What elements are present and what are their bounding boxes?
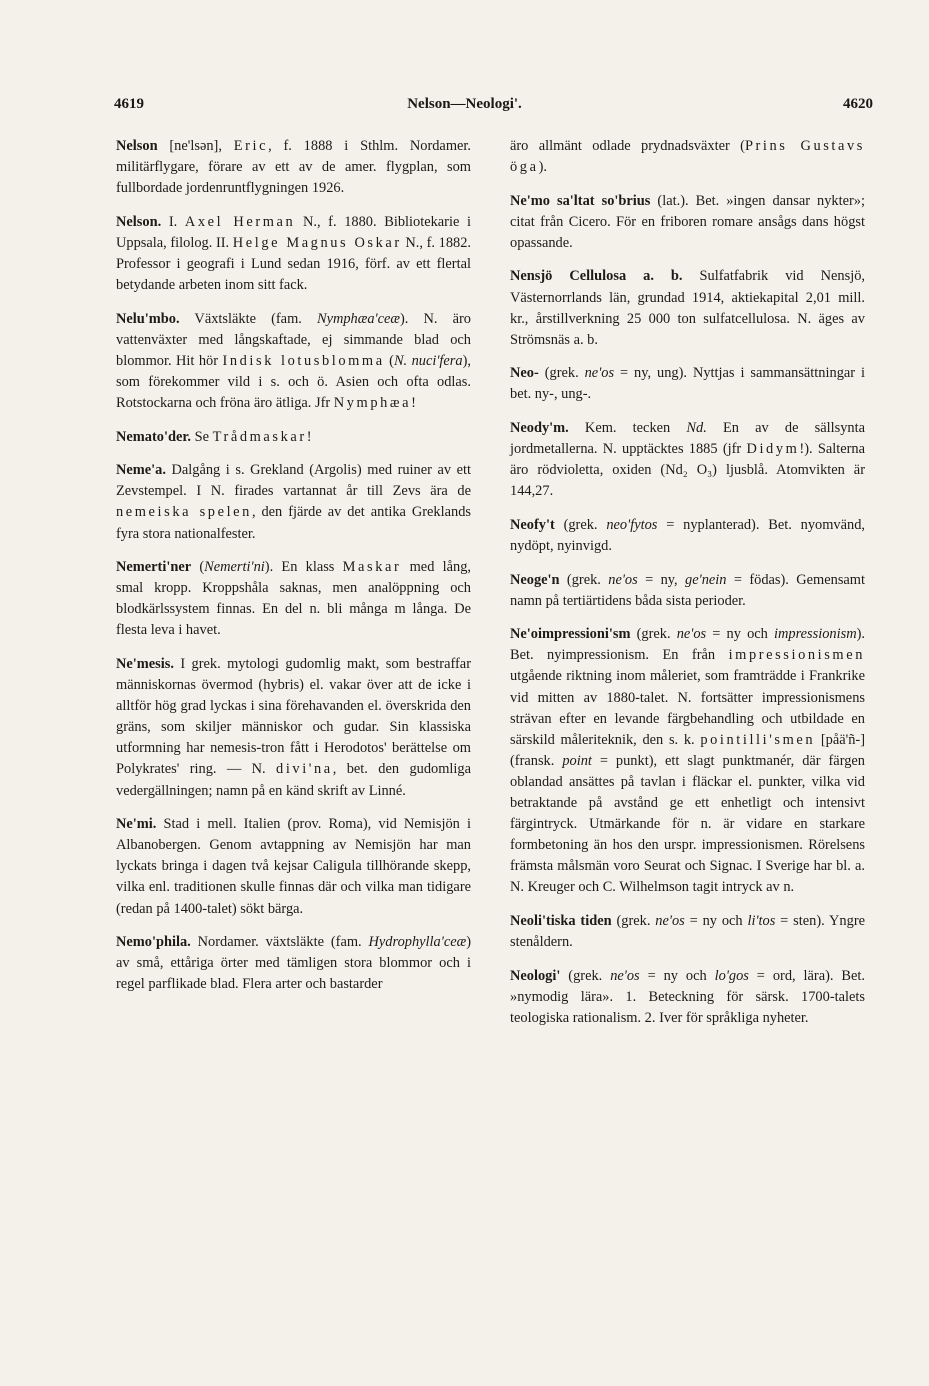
entry-text: li'tos [747, 913, 776, 929]
dictionary-entry [510, 515, 865, 557]
running-head: Nelson—Neologi'. [407, 96, 522, 112]
entry-text: Prins Gustavs öga [510, 138, 865, 176]
dictionary-entry [116, 932, 471, 995]
entry-text: Axel Herman [184, 213, 296, 230]
entry-text: Eric [233, 138, 269, 154]
entry-headword: Neo- [510, 365, 539, 382]
entry-headword: Ne'oimpressioni'sm [510, 626, 631, 643]
entry-text: Indisk lotusblomma [222, 352, 385, 369]
entry-text: ge'nein [685, 571, 727, 588]
dictionary-entry [116, 136, 471, 199]
entry-headword: Neoge'n [510, 571, 560, 588]
entry-text: N., f. 1882. Professor i geografi i Lund sedan 1916, förf. av ett flertal betydande arbeten inom sitt fack. [116, 234, 472, 294]
entry-text: ). N. äro vattenväxter med långskaftade, ej simmande blad och blommor. Hit hör [116, 310, 471, 369]
dictionary-entry [510, 363, 865, 405]
dictionary-entry [510, 570, 865, 612]
entry-headword: Nelu'mbo. [116, 310, 180, 327]
entry-text: I grek. mytologi gudomlig makt, som bestraffar människornas övermod (hybris) el. vakar över att de icke i alltför hög grad lyckas i sina förehavanden el. överskrida den gräns, som skiljer människor och gudar. Sin klassiska utformning har nemesis-tron fått i Herodotos' berättelse om Polykrates' ring. — N. [116, 655, 471, 778]
dictionary-entry [116, 212, 471, 296]
entry-headword: Nemo'phila. [116, 934, 191, 951]
entry-text: = sten). Yngre stenåldern. [510, 913, 865, 951]
entry-text: Nymphæa'ceæ [316, 310, 400, 327]
entry-headword: Nensjö Cellulosa a. b. [510, 268, 683, 285]
dictionary-entry [116, 309, 471, 414]
entry-text: ) av små, ettåriga örter med tämligen stora blommor och i regel parflikade blad. Flera arter och bastarder [116, 934, 471, 993]
entry-text: pointilli'smen [700, 731, 816, 748]
entry-text: Sulfatfabrik vid Nensjö, Västernorrlands län, grundad 1914, aktiekapital 2,01 mill. kr., årstillverkning 25 000 ton sulfatcellulosa. N. äges av Strömsnäs a. b. [510, 268, 865, 348]
entry-text: ). En klass [264, 559, 343, 576]
entry-text: Stad i mell. Italien (prov. Roma), vid Nemisjön i Albanobergen. Genom avtappning av Nemisjön har man lyckats bringa i dagen två kejsar Caligula tillhörande skepp, vilka enl. traditionen skulle finnas där och vilka man tidigare (redan på 1400-talet) sökt bärga. [116, 816, 471, 917]
entry-text: (grek. [538, 365, 585, 382]
entry-headword: Ne'mesis. [116, 655, 174, 672]
entry-text: Dalgång i s. Grekland (Argolis) med ruiner av ett Zevstempel. I N. firades vartannat år till Zevs ära de [116, 462, 471, 500]
entry-text: , bet. den gudomliga vedergällningen; namn på en känd skrift av Linné. [116, 761, 471, 799]
entry-text: (lat.). Bet. »ingen dansar nykter»; citat från Cicero. För en friboren romare ansågs dans högst opassande. [510, 192, 865, 251]
entry-text: Hydrophylla'ceæ [368, 934, 467, 951]
entry-text: (grek. [560, 967, 611, 984]
dictionary-entry [510, 266, 865, 350]
entry-text: Helge Magnus Oskar [232, 234, 402, 251]
entry-text: Maskar [342, 559, 402, 576]
dictionary-entry [510, 624, 865, 898]
entry-text: point [562, 752, 592, 769]
entry-text: ). Bet. nyimpressionism. En från [510, 626, 865, 664]
entry-text: lo'gos [714, 967, 749, 984]
entry-text: Växtsläkte (fam. [179, 310, 317, 327]
entry-text: utgående riktning inom måleriet, som framträdde i Frankrike vid mitten av 1880-talet. N. fortsätter impressionismens strävan efter en levande färgbehandling och utbildade en särskild måleriteknik, den s. k. [510, 668, 865, 748]
entry-text: = punkt), ett slagt punktmanér, där färgen oblandad ansättes på tavlan i fläckar el. punkter, vilka vid betraktande på avstånd ge ett enhetligt och intensivt färgintryck. Utmärkande för n. är vidare en starkare formbetoning än hos den urspr. impressionismen. Rörelsens främsta målsmän voro Seurat och Signac. I Sverige har bl. a. N. Kreuger och C. Wilhelmson tagit intryck av n. [510, 752, 866, 896]
entry-text: impressionismen [728, 647, 865, 664]
dictionary-entry [116, 814, 471, 919]
entry-text: neo'fytos [606, 516, 658, 533]
entry-text: Didym [746, 441, 800, 458]
entry-text: [ne'lsən], [157, 138, 234, 154]
entry-text: [påä'ñ-] (fransk. [510, 731, 865, 769]
entry-text: Nd. [686, 420, 707, 437]
dictionary-entry [510, 911, 865, 953]
entry-text: Nemerti'ni [204, 559, 265, 576]
dictionary-entry [510, 191, 865, 254]
entry-text: = ny och [639, 967, 715, 984]
entry-text: (grek. [630, 626, 677, 643]
entry-text: ( [191, 559, 205, 576]
entry-text: = ny, ung). Nyttjas i sammansättningar i bet. ny-, ung-. [510, 365, 865, 403]
entry-text: ). [538, 159, 547, 176]
entry-text: nemeiska spelen [116, 504, 252, 521]
entry-headword: Ne'mi. [116, 816, 157, 833]
dictionary-entry [116, 654, 471, 802]
entry-text: = ny, [637, 571, 686, 588]
entry-text: divi'na [276, 761, 333, 778]
entry-text: = födas). Gemensamt namn på tertiärtidens båda sista perioder. [510, 571, 865, 609]
dictionary-entry [116, 427, 471, 448]
entry-text: , f. 1888 i Sthlm. Nordamer. militärflygare, förare av ett av de amer. flygplan, som fullbordade jordenruntflygningen 1926. [116, 138, 471, 197]
dictionary-entry [510, 418, 865, 502]
entry-text: ! [306, 428, 312, 445]
entry-text: Se [191, 428, 213, 445]
entry-text: med lång, smal kropp. Kroppshåla saknas, men analöppning och blodkärlssystem finnas. En del n. bli många m långa. De flesta leva i havet. [116, 559, 471, 639]
dictionary-entry [116, 557, 471, 641]
entry-headword: Neody'm. [510, 420, 569, 437]
entry-text: N. nuci'fera [393, 352, 463, 369]
right-column [510, 136, 865, 1041]
entry-text: I. [161, 213, 185, 230]
entry-text: (grek. [554, 516, 607, 533]
entry-text: ne'os [584, 365, 615, 382]
entry-text: , den fjärde av det antika Greklands fyra stora nationalfester. [116, 504, 471, 542]
entry-text: !). Salterna äro rödvioletta, oxiden (Nd₂ O₃) ljusblå. Atomvikten är 144,27. [510, 441, 865, 500]
entry-text: Kem. tecken [568, 420, 687, 437]
entry-headword: Nemerti'ner [116, 559, 192, 576]
entry-text: impressionism [773, 626, 857, 643]
entry-text: = nyplanterad). Bet. nyomvänd, nydöpt, nyinvigd. [510, 516, 865, 554]
left-page-number: 4619 [114, 96, 144, 112]
entry-headword: Nelson. [116, 213, 162, 230]
entry-text: = ord, lära). Bet. »nymodig lära». 1. Beteckning för särsk. 1700-talets teologiska rationalism. 2. Iver för språkliga nyheter. [510, 967, 866, 1026]
entry-text: Nymphæa [333, 395, 412, 412]
entry-text: (grek. [559, 571, 609, 588]
entry-headword: Neoli'tiska tiden [510, 913, 612, 929]
entry-text: (grek. [611, 913, 656, 929]
entry-text: En av de sällsynta jordmetallerna. N. upptäcktes 1885 (jfr [510, 420, 865, 458]
entry-text: ne'os [655, 913, 685, 929]
entry-text: ! [411, 395, 416, 412]
entry-headword: Neme'a. [116, 462, 166, 479]
entry-text: N., f. 1880. Bibliotekarie i Uppsala, filolog. II. [116, 213, 471, 251]
left-column [116, 136, 471, 1008]
entry-text: ( [384, 352, 394, 369]
entry-text: ), som förekommer vild i s. och ö. Asien och ofta odlas. Rotstockarna och fröna äro ätliga. Jfr [116, 352, 471, 412]
entry-text: = ny och [706, 626, 774, 643]
entry-headword: Neofy't [510, 516, 555, 533]
entry-text: Nordamer. växtsläkte (fam. [190, 934, 369, 951]
entry-headword: Neologi' [510, 967, 561, 984]
dictionary-entry [510, 136, 865, 178]
right-page-number: 4620 [843, 96, 873, 112]
dictionary-entry [116, 460, 471, 544]
entry-headword: Ne'mo sa'ltat so'brius [510, 192, 651, 209]
entry-text: ne'os [676, 626, 707, 643]
dictionary-entry [510, 966, 865, 1029]
entry-headword: Nemato'der. [116, 428, 192, 445]
entry-text: Trådmaskar [212, 428, 307, 445]
entry-text: äro allmänt odlade prydnadsväxter ( [510, 138, 745, 154]
entry-text: = ny och [684, 913, 748, 929]
entry-headword: Nelson [116, 138, 158, 154]
entry-text: ne'os [610, 967, 640, 984]
entry-text: ne'os [608, 571, 638, 588]
